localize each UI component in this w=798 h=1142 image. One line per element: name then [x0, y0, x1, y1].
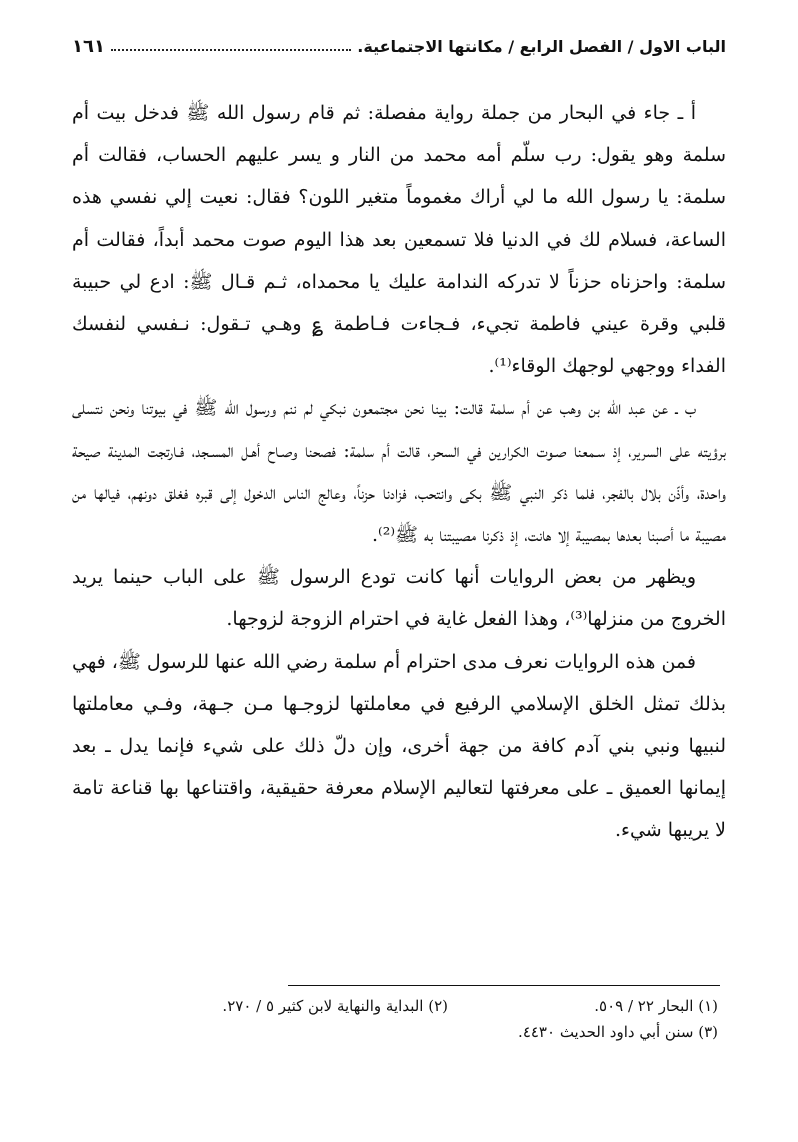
running-header [72, 28, 726, 64]
footnote-1: (١) البحار ٢٢ / ٥٠٩. [594, 997, 718, 1015]
footnote-2: (٢) البداية والنهاية لابن كثير ٥ / ٢٧٠. [222, 997, 448, 1015]
paragraph-alif: أ ـ جاء في البحار من جملة رواية مفصلة: ثم قام رسول الله ﷺ فدخل بيت أم سلمة وهو يقول: رب سلّم أمه محمد من النار و يسر عليهم الحساب، فقالت أم سلمة: يا رسول الله ما لي أراك مغموماً متغير اللون؟ فقال: نعيت إلي نفسي هذه الساعة، فسلام لك في الدنيا فلا تسمعين بعد هذا اليوم صوت محمد أبداً، فقالت أم سلمة: واحزناه حزناً لا تدركه الندامة عليك يا محمداه، ثـم قـال ﷺ: ادع لي حبيبة قلبي وقرة عيني فاطمة تجيء، فـجاءت فـاطمة ؏ وهـي تـقول: نـفسي لنفسك الفداء ووجهي لوجهك الوقاء⁽¹⁾. [72, 102, 726, 378]
footnote-row [72, 993, 718, 1019]
footnote-divider [288, 985, 720, 986]
running-title: الباب الاول / الفصل الرابع / مكانتها الاجتماعية. [357, 36, 726, 56]
paragraph-ba: ب ـ عن عبد الله بن وهب عن أم سلمة قالت: بينا نحن مجتمعون نبكي لم ننم ورسول الله ﷺ في بيوتنا ونحن نتسلى برؤيته على السرير، إذ سـمعنا صـوت الكرارين في السحر، قالت أم سلمة: فصحنا وصـاح أهـل المسـجد، فـارتجت المدينة صيحة واحدة، وأذّن بلال بالفجر، فلما ذكر النبي ﷺ بكى وانتحب، فزادنا حزناً، وعالج الناس الدخول إلى قبره فغلق دونهم، فيالها من مصيبة ما أصبنا بعدها بمصيبة إلا هانت، إذ ذكرنا مصيبتنا به ﷺ⁽²⁾. [72, 397, 726, 547]
paragraph-farewell: ويظهر من بعض الروايات أنها كانت تودع الرسول ﷺ على الباب حينما يريد الخروج من منزلها⁽³⁾، وهذا الفعل غاية في احترام الزوجة لزوجها. [72, 566, 726, 631]
footnotes [72, 993, 718, 1045]
dot-leader [111, 49, 351, 51]
body-text [72, 92, 726, 852]
page-number: ١٦١ [72, 35, 105, 57]
footnote-3: (٣) سنن أبي داود الحديث ٤٤٣٠. [518, 1023, 718, 1041]
paragraph-conclusion: فمن هذه الروايات نعرف مدى احترام أم سلمة رضي الله عنها للرسول ﷺ، فهي بذلك تمثل الخلق الإسلامي الرفيع في معاملتها لزوجـها مـن جـهة، وفـي معاملتها لنبيها ونبي بني آدم كافة من جهة أخرى، وإن دلّ ذلك على شيء فإنما يدل ـ بعد إيمانها العميق ـ على معرفتها لتعاليم الإسلام معرفة حقيقية، واقتناعها بها قناعة تامة لا يريبها شيء. [72, 650, 726, 842]
footnote-row [72, 1019, 718, 1045]
